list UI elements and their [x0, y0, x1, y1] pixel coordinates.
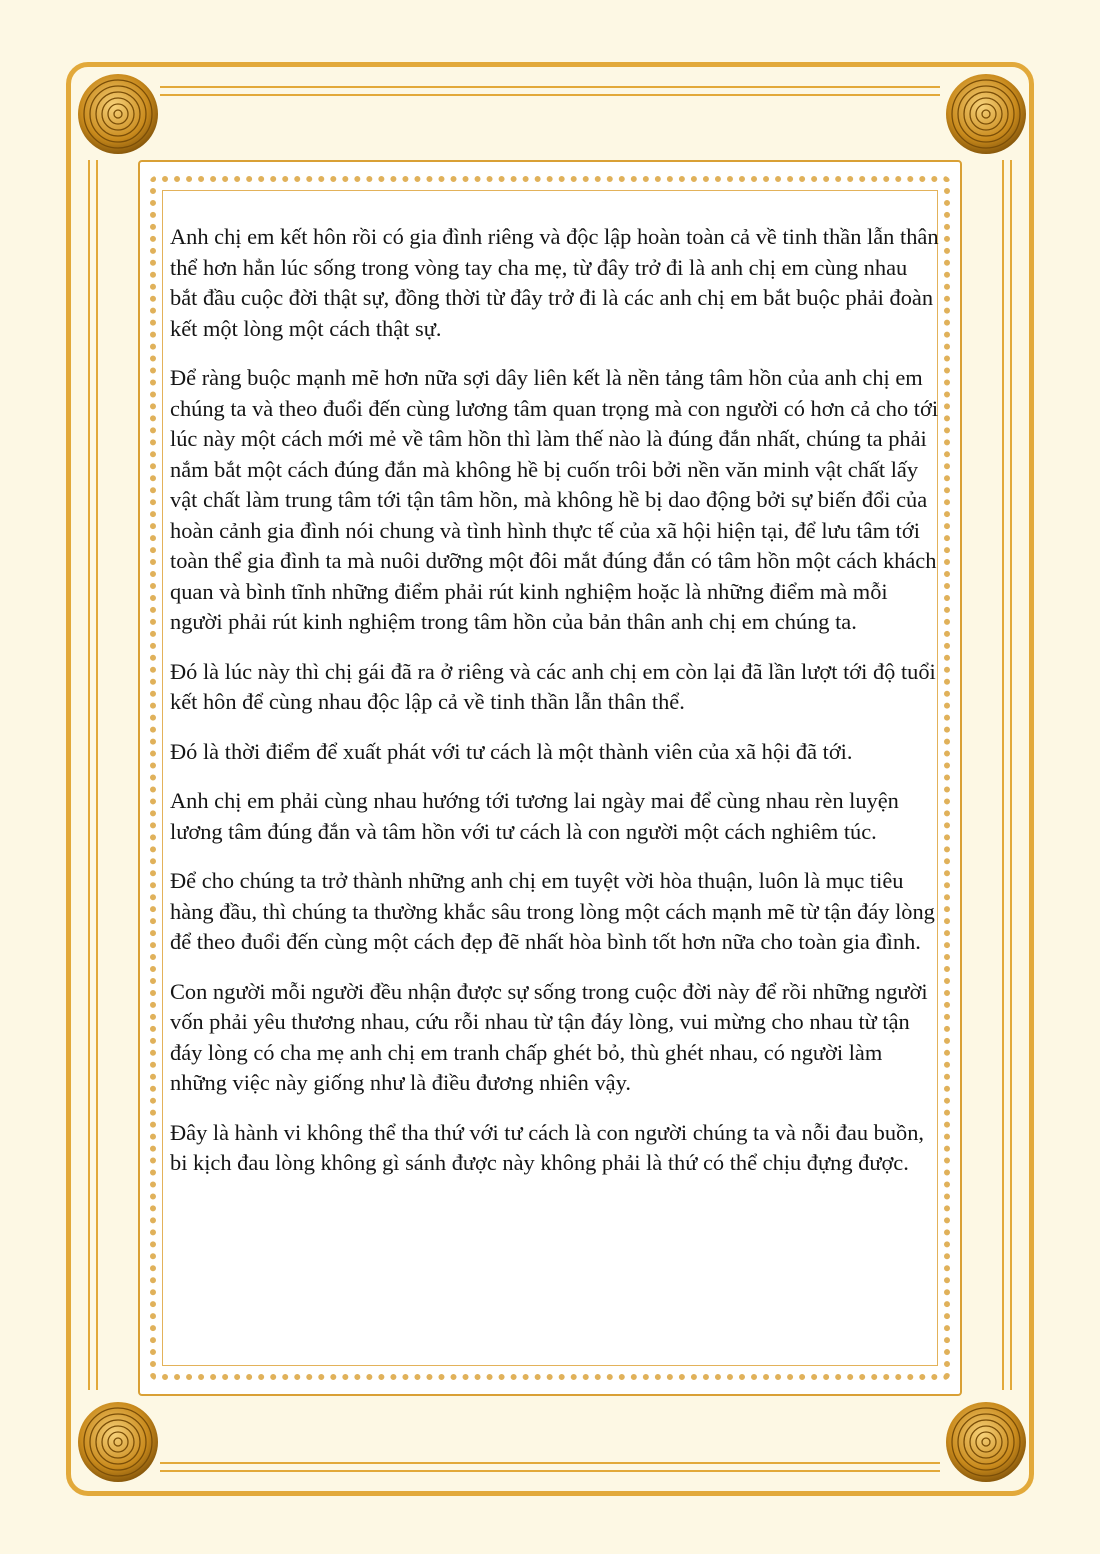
paragraph: Anh chị em phải cùng nhau hướng tới tương lai ngày mai để cùng nhau rèn luyện lương tâm đúng đắn và tâm hồn với tư cách là con người một cách nghiêm túc. [170, 788, 899, 844]
paragraph: Đây là hành vi không thể tha thứ với tư cách là con người chúng ta và nỗi đau buồn, bi kịch đau lòng không gì sánh được này không phải là thứ có thể chịu đựng được. [170, 1119, 925, 1175]
gold-spiral-medallion-icon [76, 1400, 160, 1484]
paragraph: Để ràng buộc mạnh mẽ hơn nữa sợi dây liên kết là nền tảng tâm hồn của anh chị em chúng ta và theo đuổi đến cùng lương tâm quan trọng mà con người có hơn cả cho tới lúc này một cách mới mẻ về tâm hồn thì làm thế nào là đúng đắn nhất, chúng ta phải nắm bắt một cách đúng đắn mà không hề bị cuốn trôi bởi nền văn minh vật chất lấy vật chất làm trung tâm tới tận tâm hồn, mà không hề bị dao động bởi sự biến đổi của hoàn cảnh gia đình nói chung và tình hình thực tế của xã hội hiện tại, để lưu tâm tới toàn thể gia đình ta mà nuôi dưỡng một đôi mắt đúng đắn có tâm hồn một cách khách quan và bình tĩnh những điểm phải rút kinh nghiệm hoặc là những điểm mà mỗi người phải rút kinh nghiệm trong tâm hồn của bản thân anh chị em chúng ta. [170, 365, 939, 634]
frame-line-top-2 [160, 94, 940, 96]
frame-line-top [160, 86, 940, 88]
paragraph: Để cho chúng ta trở thành những anh chị em tuyệt vời hòa thuận, luôn là mục tiêu hàng đầu, thì chúng ta thường khắc sâu trong lòng một cách mạnh mẽ từ tận đáy lòng để theo đuổi đến cùng một cách đẹp đẽ nhất hòa bình tốt hơn nữa cho toàn gia đình. [170, 868, 935, 954]
paragraph: Con người mỗi người đều nhận được sự sống trong cuộc đời này để rồi những người vốn phải yêu thương nhau, cứu rỗi nhau từ tận đáy lòng, vui mừng cho nhau từ tận đáy lòng có cha mẹ anh chị em tranh chấp ghét bỏ, thù ghét nhau, có người làm những việc này giống như là điều đương nhiên vậy. [170, 978, 928, 1095]
gold-spiral-medallion-icon [944, 72, 1028, 156]
frame-line-bottom-2 [160, 1470, 940, 1472]
frame-line-bottom [160, 1462, 940, 1464]
gold-spiral-medallion-icon [944, 1400, 1028, 1484]
frame-line-right-2 [1010, 160, 1012, 1390]
document-body [170, 222, 940, 1198]
paragraph: Anh chị em kết hôn rồi có gia đình riêng và độc lập hoàn toàn cả về tinh thần lẫn thân thể hơn hẳn lúc sống trong vòng tay cha mẹ, từ đây trở đi là anh chị em cùng nhau bắt đầu cuộc đời thật sự, đồng thời từ đây trở đi là các anh chị em bắt buộc phải đoàn kết một lòng một cách thật sự. [170, 224, 939, 341]
paragraph: Đó là thời điểm để xuất phát với tư cách là một thành viên của xã hội đã tới. [170, 738, 853, 764]
frame-line-left [88, 160, 90, 1390]
paragraph: Đó là lúc này thì chị gái đã ra ở riêng và các anh chị em còn lại đã lần lượt tới độ tuổi kết hôn để cùng nhau độc lập cả về tinh thần lẫn thân thể. [170, 658, 936, 714]
gold-spiral-medallion-icon [76, 72, 160, 156]
frame-line-left-2 [96, 160, 98, 1390]
frame-line-right [1002, 160, 1004, 1390]
